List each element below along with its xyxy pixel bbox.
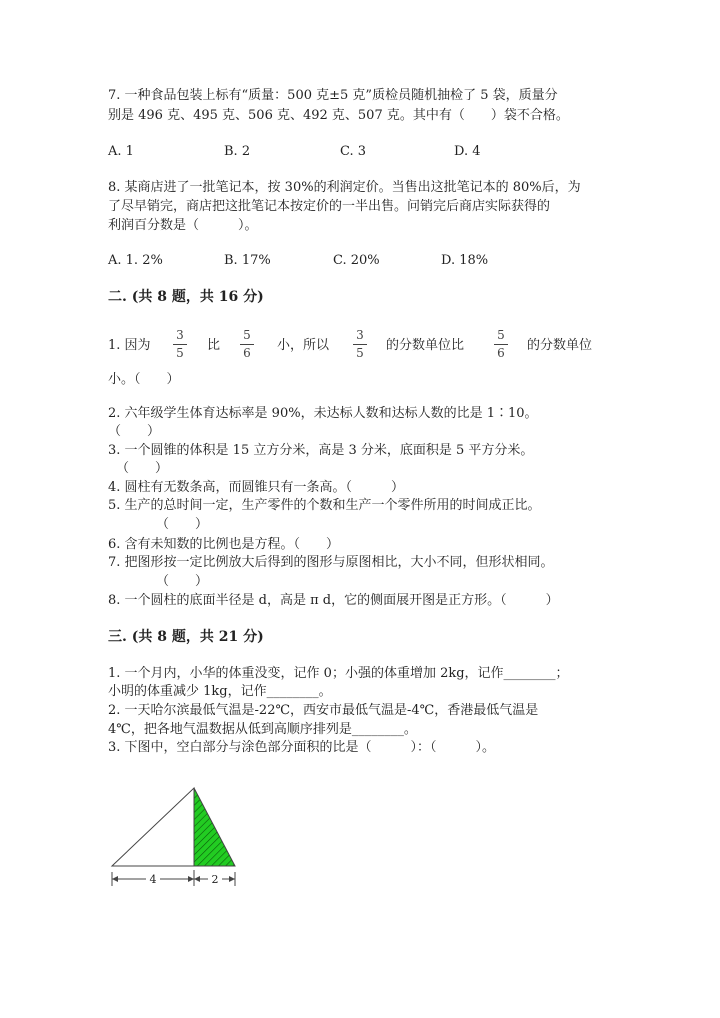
s2-q1-text-c: 小，所以: [277, 338, 330, 353]
q7-option-b: B. 2: [224, 144, 251, 159]
fraction-denominator: 6: [243, 346, 251, 360]
s2-q7-line1: 7. 把图形按一定比例放大后得到的图形与原图相比，大小不同，但形状相同。: [108, 555, 554, 570]
fraction-denominator: 5: [176, 346, 184, 360]
s2-q1-fraction-2: [240, 328, 254, 361]
q7-option-d: D. 4: [454, 144, 481, 159]
dimension-label-4: 4: [149, 873, 157, 886]
q8-option-a: A. 1. 2%: [108, 253, 163, 268]
s2-q2-line2: （ ）: [108, 424, 161, 439]
s2-q1-text-e: 的分数单位: [527, 338, 593, 353]
q8-text-line1: 8. 某商店进了一批笔记本，按 30%的利润定价。当售出这批笔记本的 80%后，为: [108, 180, 581, 195]
q8-text-line2: 了尽早销完，商店把这批笔记本按定价的一半出售。问销完后商店实际获得的: [108, 199, 551, 214]
arrow-left-icon: [194, 876, 200, 882]
s2-q1-text-d: 的分数单位比: [386, 338, 465, 353]
fraction-denominator: 6: [497, 346, 505, 360]
fraction-denominator: 5: [356, 346, 364, 360]
dimension-label-2: 2: [211, 873, 219, 886]
s2-q1-fraction-1: [173, 328, 187, 361]
arrow-right-icon: [229, 876, 235, 882]
section2-heading: 二. (共 8 题，共 16 分): [108, 289, 264, 305]
s2-q1-fraction-4: [494, 328, 508, 361]
q7-option-c: C. 3: [340, 144, 367, 159]
section3-heading: 三. (共 8 题，共 21 分): [108, 629, 264, 645]
white-triangle-part: [112, 788, 194, 866]
s2-q1-text-a: 1. 因为: [108, 338, 151, 353]
arrow-right-icon: [188, 876, 194, 882]
q8-option-b: B. 17%: [224, 253, 271, 268]
q7-option-a: A. 1: [108, 144, 134, 159]
s2-q4-line1: 4. 圆柱有无数条高，而圆锥只有一条高。（ ）: [108, 480, 405, 495]
s3-q2-line1: 2. 一天哈尔滨最低气温是-22℃，西安市最低气温是-4℃，香港最低气温是: [108, 703, 539, 718]
fraction-bar: [353, 344, 367, 345]
s2-q3-line2: （ ）: [116, 461, 169, 476]
s3-q1-line2: 小明的体重减少 1kg，记作________。: [108, 684, 332, 699]
s2-q3-line1: 3. 一个圆锥的体积是 15 立方分米，高是 3 分米，底面积是 5 平方分米。: [108, 443, 534, 458]
arrow-left-icon: [112, 876, 118, 882]
s2-q1-fraction-3: [353, 328, 367, 361]
q7-text-line2: 别是 496 克、495 克、506 克、492 克、507 克。其中有（ ）袋不合格。: [108, 108, 569, 123]
s2-q2-line1: 2. 六年级学生体育达标率是 90%，未达标人数和达标人数的比是 1∶10。: [108, 406, 538, 421]
s2-q5-line2: （ ）: [156, 517, 209, 532]
s3-q2-line2: 4℃，把各地气温数据从低到高顺序排列是________。: [108, 722, 417, 737]
triangle-figure: [104, 782, 244, 892]
s2-q8-line1: 8. 一个圆柱的底面半径是 d，高是 π d，它的侧面展开图是正方形。（ ）: [108, 593, 559, 608]
s2-q5-line1: 5. 生产的总时间一定，生产零件的个数和生产一个零件所用的时间成正比。: [108, 498, 541, 513]
s2-q7-line2: （ ）: [156, 574, 209, 589]
fraction-bar: [494, 344, 508, 345]
s2-q1-text-b: 比: [207, 338, 221, 353]
q8-option-d: D. 18%: [441, 253, 489, 268]
fraction-numerator: 5: [243, 328, 251, 342]
q7-text-line1: 7. 一种食品包装上标有“质量：500 克±5 克”质检员随机抽检了 5 袋，质量分: [108, 88, 558, 103]
fraction-bar: [173, 344, 187, 345]
q8-option-c: C. 20%: [333, 253, 380, 268]
s2-q1-line2: 小。（ ）: [108, 372, 180, 387]
s3-q1-line1: 1. 一个月内，小华的体重没变，记作 0；小强的体重增加 2kg，记作________；: [108, 666, 569, 681]
fraction-bar: [240, 344, 254, 345]
fraction-numerator: 3: [356, 328, 364, 342]
s3-q3-line1: 3. 下图中，空白部分与涂色部分面积的比是（ ）：（ ）。: [108, 740, 496, 755]
fraction-numerator: 5: [497, 328, 505, 342]
s2-q6-line1: 6. 含有未知数的比例也是方程。（ ）: [108, 537, 340, 552]
fraction-numerator: 3: [176, 328, 184, 342]
q8-text-line3: 利润百分数是（ ）。: [108, 218, 258, 233]
shaded-triangle-part: [194, 788, 235, 866]
